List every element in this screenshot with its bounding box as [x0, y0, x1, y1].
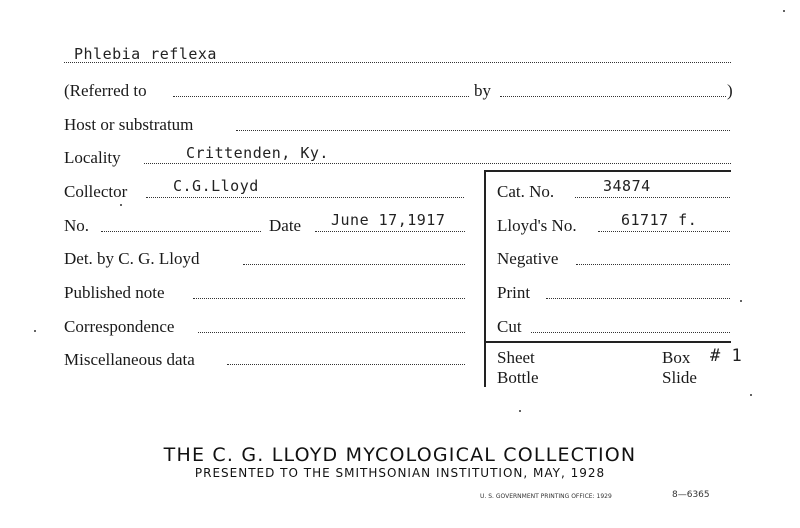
speck [783, 10, 785, 12]
date-line [315, 231, 465, 232]
speck [740, 300, 742, 302]
species-name: Phlebia reflexa [74, 45, 217, 63]
collection-subtitle: PRESENTED TO THE SMITHSONIAN INSTITUTION, MAY, 1928 [194, 466, 606, 480]
speck [34, 330, 36, 332]
collection-title: THE C. G. LLOYD MYCOLOGICAL COLLECTION [163, 444, 637, 466]
locality-line [144, 163, 731, 164]
locality-value: Crittenden, Ky. [186, 144, 329, 162]
close-paren: ) [727, 81, 733, 100]
print-label: Print [497, 283, 531, 302]
referred-to-line [173, 96, 469, 97]
slide-label: Slide [662, 368, 697, 387]
published-note-label: Published note [64, 283, 165, 302]
box-top-border [484, 170, 731, 172]
published-note-line [193, 298, 465, 299]
no-label: No. [64, 216, 90, 235]
locality-label: Locality [64, 148, 121, 167]
speck [120, 204, 122, 206]
det-by-line [243, 264, 465, 265]
lloyds-no-value: 61717 f. [621, 211, 698, 229]
cat-no-line [575, 197, 730, 198]
speck [519, 410, 521, 412]
by-line [500, 96, 726, 97]
box-value: # 1 [710, 346, 743, 366]
date-label: Date [269, 216, 302, 235]
print-line [546, 298, 730, 299]
no-line [101, 231, 261, 232]
collector-value: C.G.Lloyd [173, 177, 259, 195]
misc-data-label: Miscellaneous data [64, 350, 195, 369]
box-label: Box [662, 348, 691, 367]
det-by-label: Det. by C. G. Lloyd [64, 249, 200, 268]
box-divider [485, 341, 731, 343]
host-label: Host or substratum [64, 115, 194, 134]
box-left-border [484, 170, 486, 387]
bottle-label: Bottle [497, 368, 539, 387]
form-code: 8—6365 [672, 490, 710, 500]
negative-label: Negative [497, 249, 559, 268]
printing-office-note: U. S. GOVERNMENT PRINTING OFFICE: 1929 [480, 493, 612, 500]
correspondence-label: Correspondence [64, 317, 175, 336]
negative-line [576, 264, 730, 265]
lloyds-no-label: Lloyd's No. [497, 216, 577, 235]
cut-label: Cut [497, 317, 522, 336]
collector-line [146, 197, 464, 198]
cat-no-label: Cat. No. [497, 182, 555, 201]
cat-no-value: 34874 [603, 177, 651, 195]
lloyds-no-line [598, 231, 730, 232]
speck [750, 394, 752, 396]
date-value: June 17,1917 [331, 211, 446, 229]
by-label: by [474, 81, 491, 100]
species-line [64, 62, 731, 63]
host-line [236, 130, 730, 131]
sheet-label: Sheet [497, 348, 535, 367]
misc-data-line [227, 364, 465, 365]
collector-label: Collector [64, 182, 128, 201]
referred-to-label: (Referred to [64, 81, 147, 100]
cut-line [531, 332, 730, 333]
correspondence-line [198, 332, 465, 333]
